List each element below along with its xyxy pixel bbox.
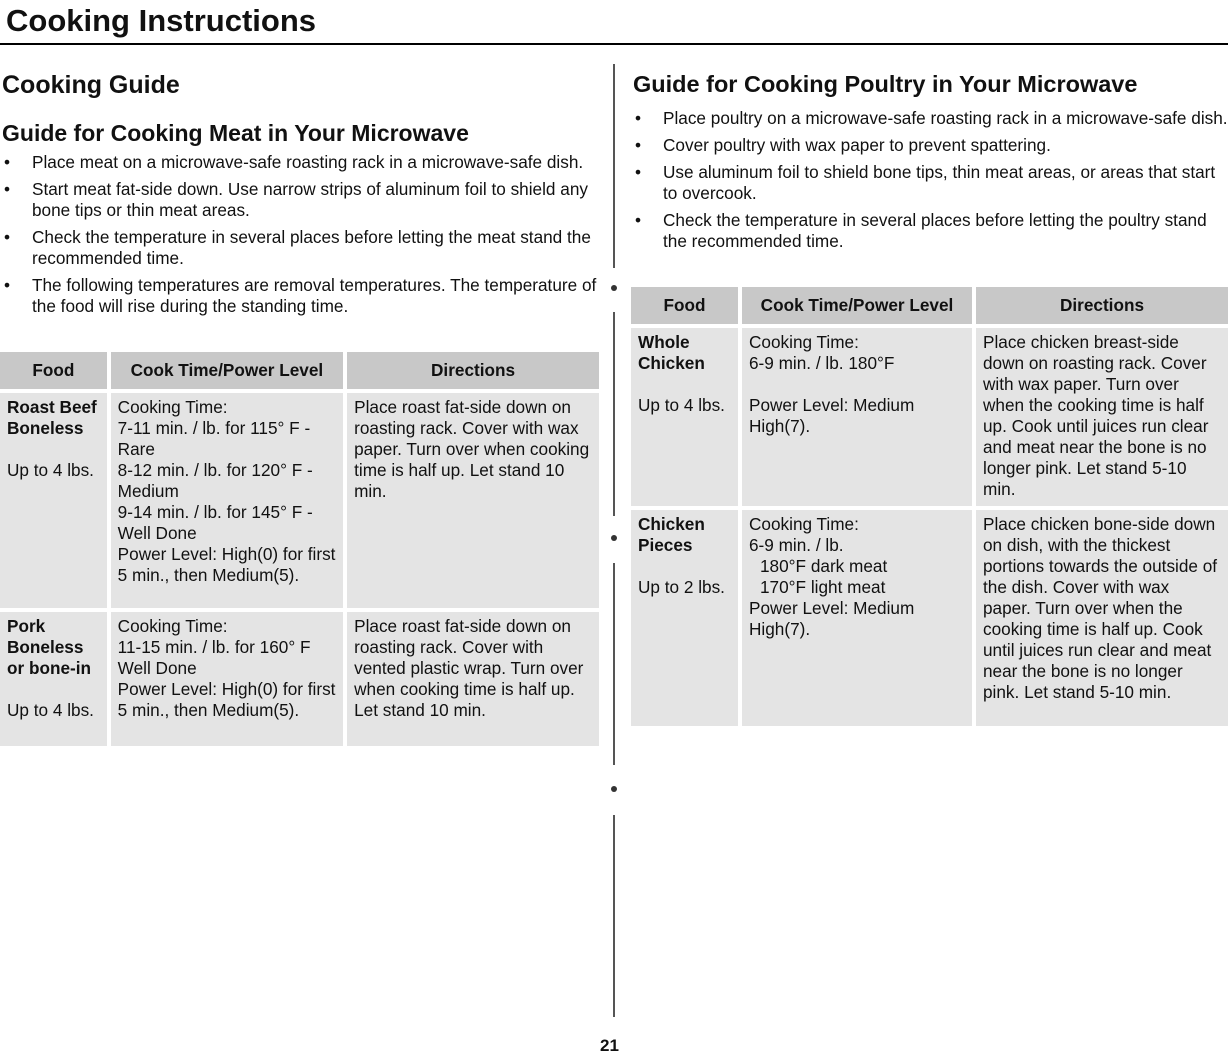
divider-dot-icon — [611, 285, 617, 291]
bullet-text: The following temperatures are removal temperatures. The temperature of the food will rise during the standing time. — [32, 275, 597, 316]
bullet-text: Check the temperature in several places before letting the meat stand the recommended time. — [32, 227, 591, 268]
cook-time-cell — [111, 393, 343, 608]
cook-line: 170°F light meat — [760, 577, 886, 597]
cook-line: Power Level: Medium High(7). — [749, 598, 915, 639]
bullet-text: Cover poultry with wax paper to prevent spattering. — [663, 135, 1051, 155]
column-header-food: Food — [631, 287, 738, 324]
bullet-icon: • — [635, 135, 642, 155]
list-item — [633, 135, 1228, 156]
bullet-icon: • — [4, 227, 11, 247]
meat-guide-heading: Guide for Cooking Meat in Your Microwave — [2, 120, 469, 146]
column-header-cook-time: Cook Time/Power Level — [111, 352, 343, 389]
column-divider — [613, 64, 615, 268]
table-header-row — [631, 287, 1228, 324]
divider-dot-icon — [611, 535, 617, 541]
food-cell — [631, 328, 738, 506]
food-weight: Up to 4 lbs. — [7, 460, 94, 480]
column-divider — [613, 563, 615, 765]
bullet-text: Place poultry on a microwave-safe roasting rack in a microwave-safe dish. — [663, 108, 1228, 128]
bullet-icon: • — [4, 152, 11, 172]
divider-dot-icon — [611, 786, 617, 792]
cook-line: 6-9 min. / lb. — [749, 535, 844, 555]
food-cell — [631, 510, 738, 726]
bullet-text: Place meat on a microwave-safe roasting rack in a microwave-safe dish. — [32, 152, 584, 172]
bullet-text: Check the temperature in several places before letting the poultry stand the recommended time. — [663, 210, 1207, 251]
food-name: Chicken Pieces — [638, 514, 705, 555]
title-rule — [0, 43, 1228, 45]
cook-time-cell — [111, 612, 343, 746]
column-header-directions: Directions — [347, 352, 599, 389]
column-divider — [613, 815, 615, 1017]
cook-line: 11-15 min. / lb. for 160° F Well Done — [117, 637, 311, 678]
cook-line: 8-12 min. / lb. for 120° F - Medium — [117, 460, 313, 501]
meat-table — [0, 348, 603, 750]
cook-time-cell — [742, 328, 972, 506]
column-header-directions: Directions — [976, 287, 1228, 324]
table-header-row — [0, 352, 599, 389]
food-name: Whole Chicken — [638, 332, 705, 373]
directions-cell: Place chicken breast-side down on roasting rack. Cover with wax paper. Turn over when the cooking time is half up. Cook until juices run clear and meat near the bone is no longer pink. Let stand 5-10 min. — [976, 328, 1228, 506]
list-item — [633, 162, 1228, 204]
page-title: Cooking Instructions — [6, 3, 316, 38]
food-name: Pork Boneless or bone-in — [7, 616, 92, 678]
cook-line: Power Level: Medium High(7). — [749, 395, 915, 436]
cook-line: 7-11 min. / lb. for 115° F - Rare — [117, 418, 311, 459]
list-item — [2, 179, 598, 221]
poultry-bullet-list — [633, 108, 1228, 258]
poultry-guide-heading: Guide for Cooking Poultry in Your Microwave — [633, 71, 1138, 97]
food-weight: Up to 4 lbs. — [7, 700, 94, 720]
list-item — [633, 108, 1228, 129]
cook-time-cell — [742, 510, 972, 726]
bullet-text: Use aluminum foil to shield bone tips, thin meat areas, or areas that start to overcook. — [663, 162, 1216, 203]
bullet-icon: • — [4, 179, 11, 199]
cook-line: Power Level: High(0) for first 5 min., then Medium(5). — [117, 679, 336, 720]
page-number: 21 — [600, 1036, 619, 1052]
cook-line: Power Level: High(0) for first 5 min., then Medium(5). — [117, 544, 336, 585]
cook-line: 9-14 min. / lb. for 145° F - Well Done — [117, 502, 313, 543]
list-item — [2, 227, 598, 269]
table-row — [0, 393, 599, 608]
column-divider — [613, 312, 615, 516]
list-item — [2, 275, 598, 317]
directions-cell: Place roast fat-side down on roasting rack. Cover with wax paper. Turn over when cooking time is half up. Let stand 10 min. — [347, 393, 599, 608]
bullet-text: Start meat fat-side down. Use narrow strips of aluminum foil to shield any bone tips or thin meat areas. — [32, 179, 588, 220]
column-header-cook-time: Cook Time/Power Level — [742, 287, 972, 324]
poultry-table — [627, 283, 1228, 730]
table-row — [0, 612, 599, 746]
cook-line: 6-9 min. / lb. 180°F — [749, 353, 895, 373]
cook-line: Cooking Time: — [749, 514, 859, 534]
cook-line: Cooking Time: — [117, 397, 228, 417]
directions-cell: Place chicken bone-side down on dish, with the thickest portions towards the outside of the dish. Cover with wax paper. Turn over when the cooking time is half up. Cook until juices run clear and meat near the bone is no longer pink. Let stand 5-10 min. — [976, 510, 1228, 726]
table-row — [631, 328, 1228, 506]
cook-line: Cooking Time: — [749, 332, 859, 352]
bullet-icon: • — [635, 162, 642, 182]
food-cell — [0, 612, 107, 746]
food-weight: Up to 2 lbs. — [638, 577, 725, 597]
section-title: Cooking Guide — [2, 71, 180, 99]
food-name: Roast Beef Boneless — [7, 397, 97, 438]
food-weight: Up to 4 lbs. — [638, 395, 725, 415]
table-row — [631, 510, 1228, 726]
list-item — [2, 152, 598, 173]
bullet-icon: • — [635, 108, 642, 128]
food-cell — [0, 393, 107, 608]
cook-line: 180°F dark meat — [760, 556, 888, 576]
bullet-icon: • — [4, 275, 11, 295]
bullet-icon: • — [635, 210, 642, 230]
list-item — [633, 210, 1228, 252]
column-header-food: Food — [0, 352, 107, 389]
cook-line: Cooking Time: — [117, 616, 228, 636]
meat-bullet-list — [2, 152, 598, 323]
directions-cell: Place roast fat-side down on roasting rack. Cover with vented plastic wrap. Turn over when cooking time is half up. Let stand 10 min. — [347, 612, 599, 746]
